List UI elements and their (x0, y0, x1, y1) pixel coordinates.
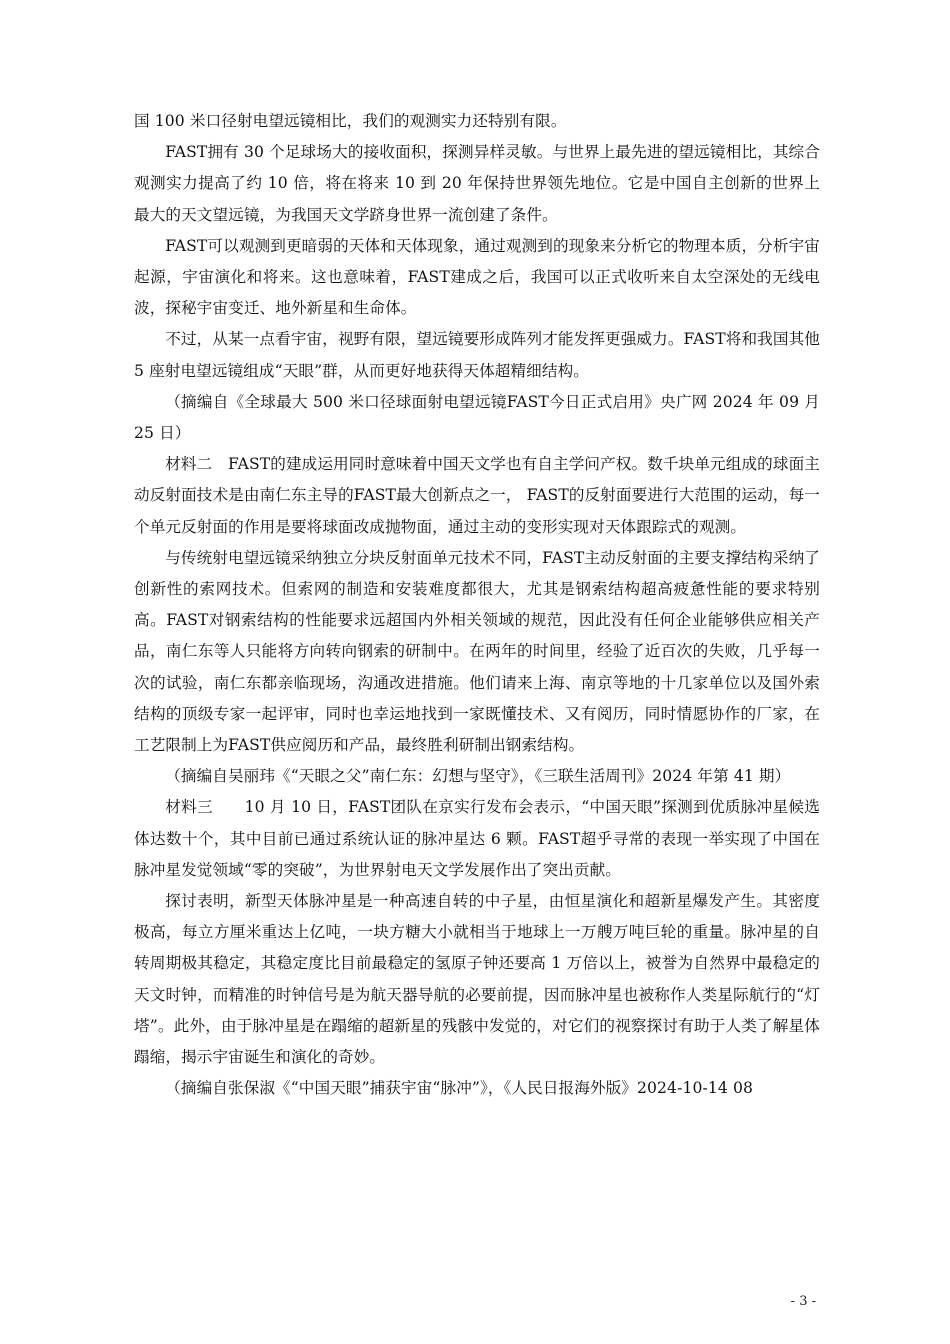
citation-one: （摘编自《全球最大 500 米口径球面射电望远镜FAST今日正式启用》央广网 2024 年 09 月 25 日） (134, 392, 820, 443)
paragraph-fast-area: FAST拥有 30 个足球场大的接收面积，探测异样灵敏。与世界上最先进的望远镜相比，其综合观测实力提高了约 10 倍，将在将来 10 到 20 年保持世界领先地位。它是中国自主创新的世界上最大的天文望远镜，为我国天文学跻身世界一流创建了条件。 (134, 143, 820, 224)
page-number: - 3 - (790, 1294, 816, 1309)
paragraph-array: 不过，从某一点看宇宙，视野有限，望远镜要形成阵列才能发挥更强威力。FAST将和我国其他 5 座射电望远镜组成“天眼”群，从而更好地获得天体超精细结构。 (134, 330, 820, 380)
paragraph-pulsar: 探讨表明，新型天体脉冲星是一种高速自转的中子星，由恒星演化和超新星爆发产生。其密度极高，每立方厘米重达上亿吨，一块方糖大小就相当于地球上一万艘万吨巨轮的重量。脉冲星的自转周期极其稳定，其稳定度比目前最稳定的氢原子钟还要高 1 万倍以上，被誉为自然界中最稳定的天文时钟，而精准的时钟信号是为航天器导航的必要前提，因而脉冲星也被称作人类星际航行的“灯塔”。此外，由于脉冲星是在蹋缩的超新星的残骸中发觉的，对它们的视察探讨有助于人类了解星体蹋缩，揭示宇宙诞生和演化的奇妙。 (134, 892, 820, 1067)
material-three: 材料三 10 月 10 日，FAST团队在京实行发布会表示，“中国天眼”探测到优质脉冲星候选体达数十个，其中目前已通过系统认证的脉冲星达 6 颗。FAST超乎寻常的表现一举实现了中国在脉冲星发觉领域“零的突破”，为世界射电天文学发展作出了突出贡献。 (134, 798, 820, 879)
paragraph-continuation: 国 100 米口径射电望远镜相比，我们的观测实力还特别有限。 (134, 112, 567, 130)
document-body (134, 106, 820, 1105)
paragraph-cable-net: 与传统射电望远镜采纳独立分块反射面单元技术不同，FAST主动反射面的主要支撑结构采纳了创新性的索网技术。但索网的制造和安装难度都很大，尤其是钢索结构超高疲惫性能的要求特别高。FAST对钢索结构的性能要求远超国内外相关领域的规范，因此没有任何企业能够供应相关产品，南仁东等人只能将方向转向钢索的研制中。在两年的时间里，经验了近百次的失败，几乎每一次的试验，南仁东都亲临现场，沟通改进措施。他们请来上海、南京等地的十几家单位以及国外索结构的顶级专家一起评审，同时也幸运地找到一家既懂技术、又有阅历，同时情愿协作的厂家，在工艺限制上为FAST供应阅历和产品，最终胜利研制出钢索结构。 (134, 548, 820, 755)
citation-three: （摘编自张保淑《“中国天眼”捕获宇宙“脉冲”》，《人民日报海外版》2024-10-14 08 (165, 1079, 754, 1098)
paragraph-fast-observe: FAST可以观测到更暗弱的天体和天体现象，通过观测到的现象来分析它的物理本质，分析宇宙起源，宇宙演化和将来。这也意味着，FAST建成之后，我国可以正式收听来自太空深处的无线电波，探秘宇宙变迁、地外新星和生命体。 (134, 236, 820, 318)
material-two: 材料二 FAST的建成运用同时意味着中国天文学也有自主学问产权。数千块单元组成的球面主动反射面技术是由南仁东主导的FAST最大创新点之一， FAST的反射面要进行大范围的运动，每一个单元反射面的作用是要将球面改成抛物面，通过主动的变形实现对天体跟踪式的观测。 (134, 455, 820, 536)
citation-two: （摘编自吴丽玮《“天眼之父”南仁东：幻想与坚守》，《三联生活周刊》2024 年第 41 期） (165, 767, 791, 786)
